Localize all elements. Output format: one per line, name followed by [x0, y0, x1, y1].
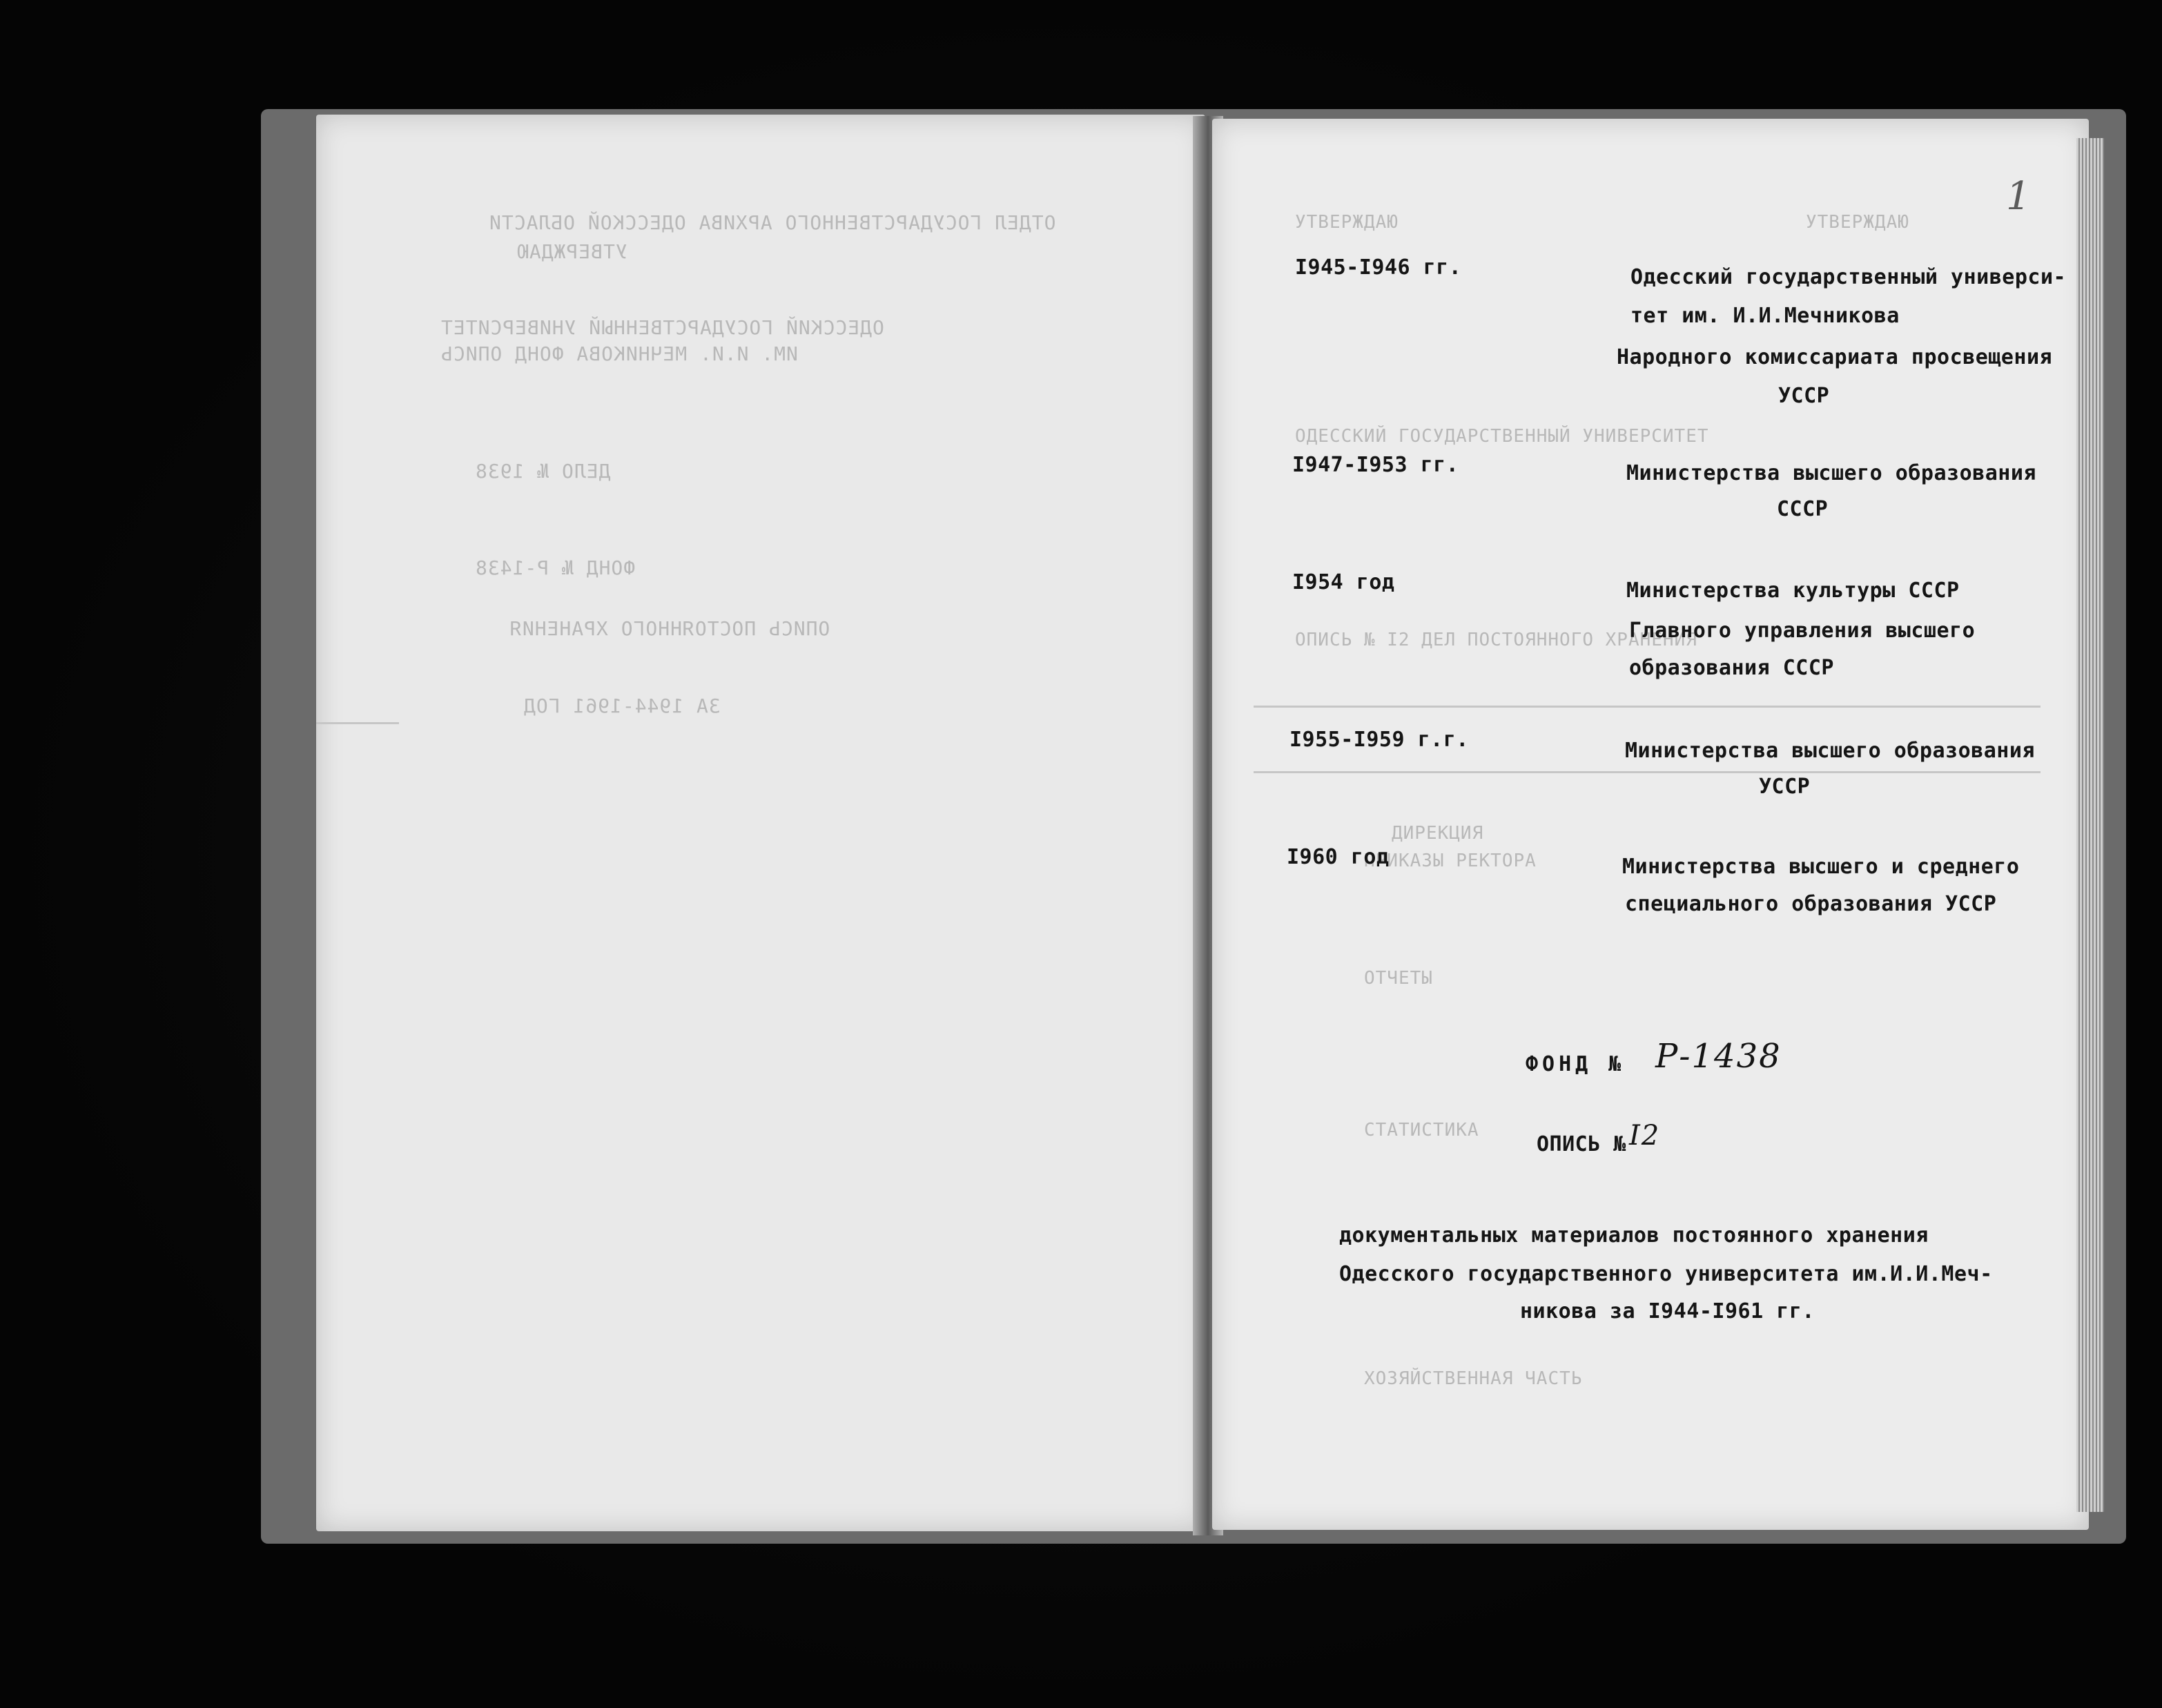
bleed-through-text: ДЕЛО № 1938: [475, 460, 611, 483]
opis-number-handwritten: I2: [1629, 1120, 1661, 1152]
bleed-through-text: УТВЕРЖДАЮ: [1806, 212, 1909, 233]
bleed-through-text: ОПИСЬ № I2 ДЕЛ ПОСТОЯННОГО ХРАНЕНИЯ: [1295, 630, 1697, 650]
description-line: никова за I944-I961 гг.: [1520, 1299, 1815, 1323]
bleed-through-text: ИМ. И.И. МЕЧНИКОВА ФОНД ОПИСЬ: [440, 342, 798, 365]
period-institution-line: Министерства высшего образования: [1626, 461, 2036, 485]
bleed-through-text: ОДЕССКИЙ ГОСУДАРСТВЕННЫЙ УНИВЕРСИТЕТ: [1295, 426, 1709, 447]
page-edges: [2076, 138, 2104, 1512]
opis-label: ОПИСЬ №: [1537, 1132, 1626, 1156]
bleed-through-table-line: [1254, 771, 2041, 773]
bleed-through-text: ПРИКАЗЫ РЕКТОРА: [1364, 851, 1537, 871]
bleed-through-text: ДИРЕКЦИЯ: [1392, 823, 1484, 844]
period-years: I960 год: [1287, 845, 1390, 869]
period-years: I955-I959 г.г.: [1289, 728, 1469, 752]
fond-number-handwritten: Р-1438: [1655, 1037, 1782, 1076]
bleed-through-text: ХОЗЯЙСТВЕННАЯ ЧАСТЬ: [1364, 1368, 1583, 1389]
bleed-through-text: СТАТИСТИКА: [1364, 1120, 1479, 1141]
period-institution-line: Главного управления высшего: [1629, 619, 1976, 643]
period-years: I954 год: [1292, 570, 1395, 594]
bleed-through-text: ЗА 1944-1961 ГОД: [523, 695, 721, 717]
period-institution-line: специального образования УССР: [1625, 892, 1997, 916]
period-institution-line: тет им. И.И.Мечникова: [1630, 304, 1900, 328]
bleed-through-line: [316, 722, 399, 724]
bleed-through-text: ОДЕССКИЙ ГОСУДАРСТВЕННЫЙ УНИВЕРСИТЕТ: [440, 316, 884, 339]
fond-label: ФОНД №: [1526, 1052, 1626, 1076]
description-line: Одесского государственного университета им.И.И.Меч-: [1339, 1262, 1993, 1286]
period-institution-line: Министерства высшего и среднего: [1622, 855, 2020, 879]
bleed-through-text: УТВЕРЖДАЮ: [1295, 212, 1399, 233]
period-institution-line: УССР: [1759, 775, 1811, 799]
period-institution-line: образования СССР: [1629, 656, 1834, 680]
period-institution-line: Одесский государственный универси-: [1630, 265, 2067, 289]
pencil-page-number: 1: [2006, 174, 2031, 219]
period-years: I947-I953 гг.: [1292, 453, 1459, 477]
bleed-through-text: ФОНД № Р-1438: [475, 556, 636, 579]
bleed-through-text: ОПИСЬ ПОСТОЯННОГО ХРАНЕНИЯ: [509, 617, 830, 640]
description-line: документальных материалов постоянного хранения: [1339, 1223, 1929, 1248]
period-institution-line: Министерства высшего образования: [1625, 739, 2035, 763]
period-institution-line: Министерства культуры СССР: [1626, 579, 1960, 603]
left-page: [316, 115, 1205, 1531]
period-years: I945-I946 гг.: [1295, 255, 1462, 280]
bleed-through-text: УТВЕРЖДАЮ: [516, 240, 627, 263]
period-institution-line: Народного комиссариата просвещения: [1617, 345, 2053, 369]
bleed-through-text: ОТДЕЛ ГОСУДАРСТВЕННОГО АРХИВА ОДЕССКОЙ ОБЛАСТИ: [489, 211, 1056, 234]
period-institution-line: УССР: [1778, 384, 1830, 408]
period-institution-line: СССР: [1777, 497, 1829, 521]
bleed-through-table-line: [1254, 706, 2041, 708]
bleed-through-text: ОТЧЕТЫ: [1364, 968, 1433, 989]
